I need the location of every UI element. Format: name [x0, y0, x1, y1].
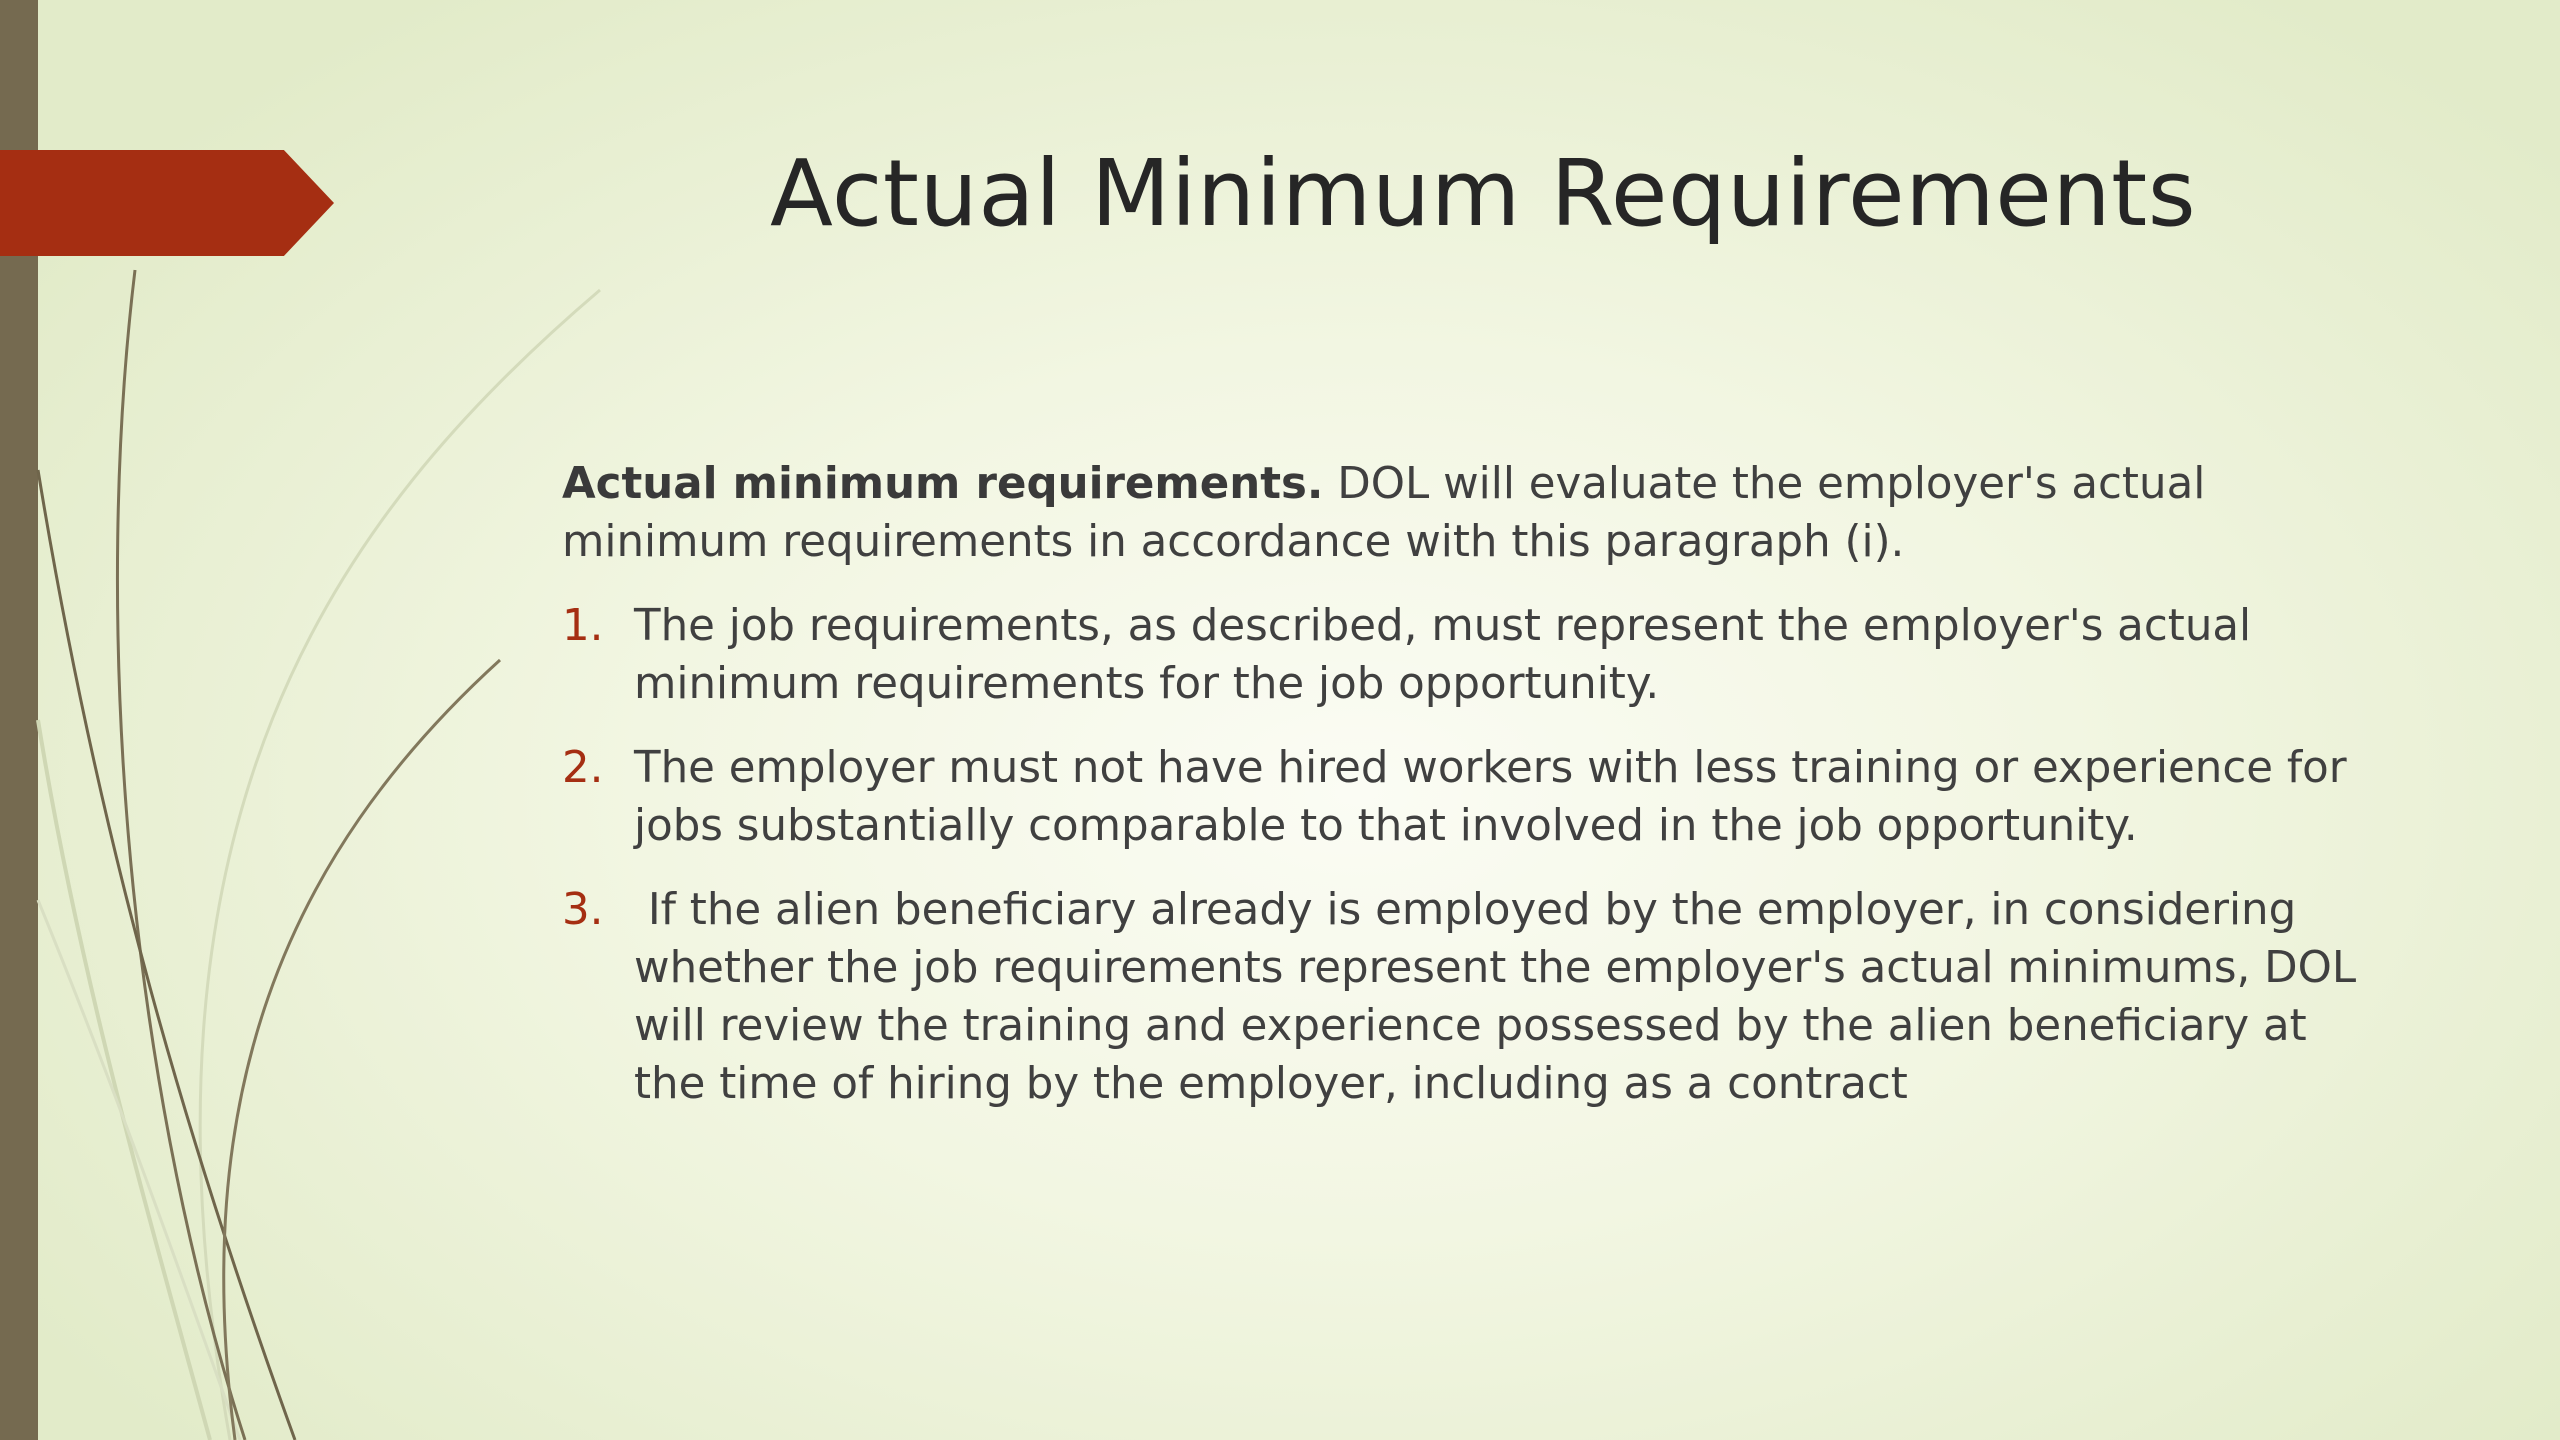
- list-item-text: The employer must not have hired workers with less training or experience for jobs substantially comparable to that involved in the job opportunity.: [634, 743, 2347, 851]
- list-item: [562, 881, 2372, 1113]
- intro-bold-lead: Actual minimum requirements.: [562, 459, 1324, 509]
- strand-dark-1: [117, 270, 245, 1440]
- intro-text: DOL will evaluate the employer's actual minimum requirements in accordance with this paragraph (i).: [562, 459, 2206, 567]
- title-arrow-marker: [0, 150, 334, 256]
- list-item-text: If the alien beneficiary already is employed by the employer, in considering whether the job requirements represent the employer's actual minimums, DOL will review the training and experience possessed by the alien beneficiary at the time of hiring by the employer, including as a contract: [634, 885, 2370, 1109]
- strand-light-3: [38, 900, 240, 1440]
- strand-light-1: [200, 290, 600, 1440]
- list-item-text: The job requirements, as described, must represent the employer's actual minimum requirements for the job opportunity.: [634, 601, 2252, 709]
- slide-title: Actual Minimum Requirements: [770, 140, 2197, 247]
- strand-dark-3: [224, 660, 500, 1440]
- requirements-list: [562, 597, 2372, 1113]
- list-item: [562, 597, 2372, 713]
- intro-paragraph: [562, 455, 2372, 571]
- list-item: [562, 739, 2372, 855]
- list-item-number: 2.: [562, 743, 604, 793]
- list-item-number: 1.: [562, 601, 604, 651]
- slide-body: [562, 455, 2372, 1139]
- strand-light-2: [38, 720, 210, 1440]
- list-item-number: 3.: [562, 885, 604, 935]
- strand-dark-2: [38, 470, 295, 1440]
